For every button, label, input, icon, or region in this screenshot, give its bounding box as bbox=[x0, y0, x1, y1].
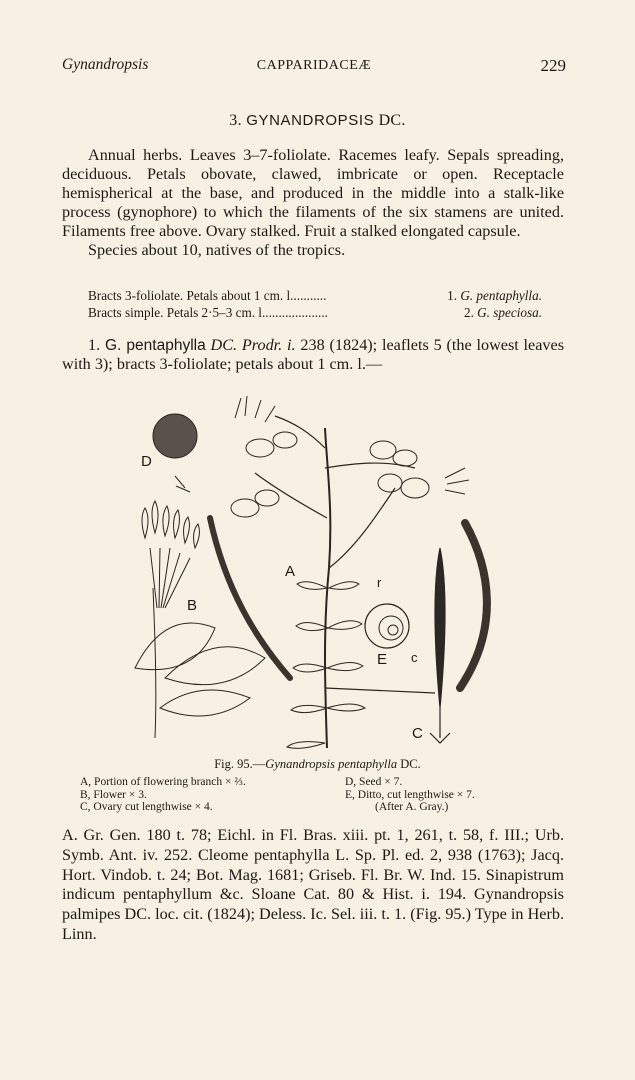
key-result bbox=[464, 304, 542, 321]
figure-caption bbox=[0, 757, 635, 772]
species-number: 1. bbox=[88, 336, 101, 354]
key-species: G. pentaphylla. bbox=[460, 288, 542, 303]
key-text: Bracts simple. Petals 2·5–3 cm. l. bbox=[88, 305, 266, 320]
references-paragraph: A. Gr. Gen. 180 t. 78; Eichl. in Fl. Bras. xiii. pt. 1, 261, t. 58, f. III.; Urb. Symb. Ant. iv. 252. Cleome pentaphylla L. Sp. Pl. ed. 2, 938 (1763); Jacq. Hort. Vindob. t. 24; Bot. Mag. 1681; Griseb. Fl. Br. W. Ind. 15. Sinapistrum indicum pentaphyllum &c. Sloane Cat. 80 & Hist. i. 194. Gynandropsis palmipes DC. loc. cit. (1824); Deless. Ic. Sel. iii. t. 1. (Fig. 95.) Type in Herb. Linn. bbox=[62, 826, 564, 943]
legend-item: E, Ditto, cut lengthwise × 7. bbox=[345, 788, 475, 801]
key-row bbox=[88, 287, 564, 304]
species-entry bbox=[62, 336, 564, 374]
running-family: CAPPARIDACEÆ bbox=[256, 58, 372, 73]
label-A: A bbox=[285, 563, 296, 580]
legend-item: B, Flower × 3. bbox=[80, 788, 147, 801]
references bbox=[62, 826, 564, 945]
legend-item: A, Portion of flowering branch × ⅔. bbox=[80, 776, 246, 788]
key-species: G. speciosa. bbox=[477, 305, 542, 320]
description-paragraph: Annual herbs. Leaves 3–7-foliolate. Racemes leafy. Sepals spreading, deciduous. Petals obovate, clawed, imbricate or open. Receptacle hemispherical at the base, and produced in the middle into a stalk-like process (gynophore) to which the filaments of the six stamens are united. Filaments free above. Ovary stalked. Fruit a stalked elongated capsule. bbox=[62, 146, 564, 240]
key-leader: ................... bbox=[265, 305, 328, 320]
label-C: C bbox=[412, 725, 423, 742]
label-r: r bbox=[377, 575, 382, 590]
species-description: 238 (1824); leaflets 5 (the lowest leaves with 3); bracts 3-foliolate; petals about 1 cm. l.— bbox=[62, 336, 565, 373]
key-num: 1. bbox=[447, 288, 458, 303]
genus-author: DC. bbox=[378, 112, 406, 129]
label-c: c bbox=[411, 650, 418, 665]
genus-title bbox=[0, 112, 635, 130]
genus-name: GYNANDROPSIS bbox=[246, 112, 375, 129]
description-paragraph: Species about 10, natives of the tropics. bbox=[88, 241, 346, 259]
caption-species: Gynandropsis pentaphylla bbox=[265, 757, 398, 771]
key-row bbox=[88, 304, 564, 321]
label-D: D bbox=[141, 453, 152, 470]
label-E: E bbox=[377, 651, 388, 668]
key-result bbox=[447, 287, 542, 304]
genus-number: 3. bbox=[229, 112, 242, 129]
key-text: Bracts 3-foliolate. Petals about 1 cm. l. bbox=[88, 288, 294, 303]
caption-prefix: Fig. 95.— bbox=[214, 757, 266, 771]
page-number: 229 bbox=[540, 56, 566, 75]
legend-right-column bbox=[345, 776, 475, 814]
genus-description bbox=[62, 146, 564, 260]
running-header bbox=[62, 56, 566, 78]
legend-item: D, Seed × 7. bbox=[345, 776, 403, 788]
running-genus: Gynandropsis bbox=[62, 56, 149, 73]
key-leader: .......... bbox=[293, 288, 327, 303]
botanical-illustration bbox=[115, 388, 515, 754]
label-B: B bbox=[187, 597, 198, 614]
legend-item: (After A. Gray.) bbox=[375, 801, 449, 813]
legend-item: C, Ovary cut lengthwise × 4. bbox=[80, 801, 213, 813]
species-name: G. pentaphylla bbox=[104, 337, 206, 354]
species-key bbox=[88, 287, 564, 321]
species-citation: DC. Prodr. i. bbox=[210, 336, 296, 354]
caption-author: DC. bbox=[400, 757, 421, 771]
key-num: 2. bbox=[463, 305, 474, 320]
legend-left-column bbox=[80, 776, 246, 814]
